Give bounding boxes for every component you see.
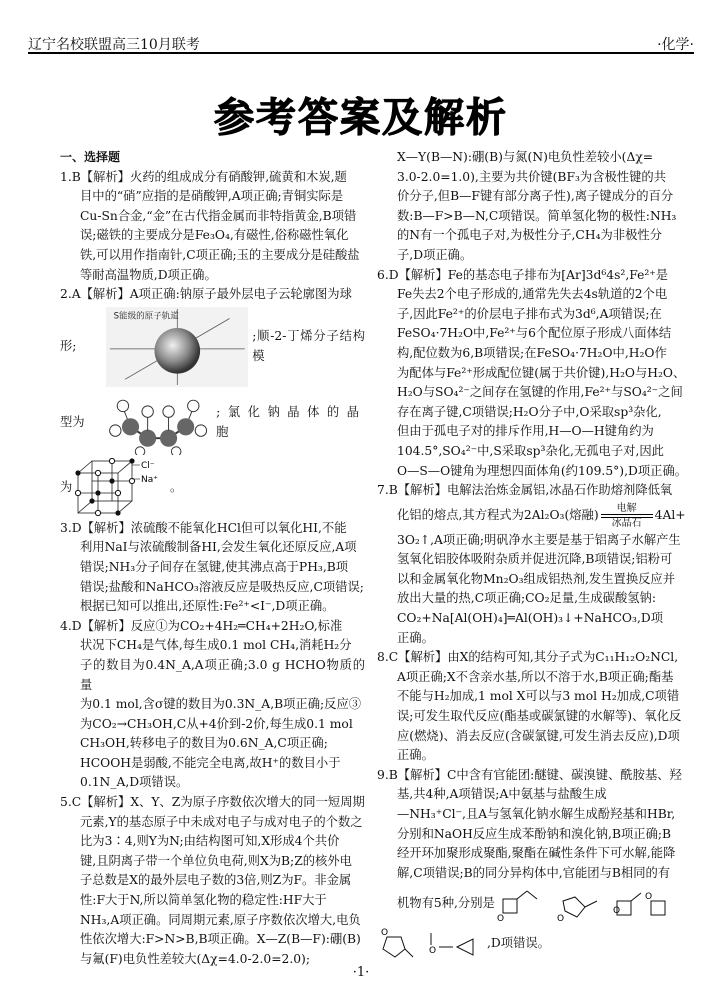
answer-line: 等耐高温物质,D项正确。 [80,267,217,282]
answer-line: 存在离子键,C项错误;H₂O分子中,O采取sp³杂化, [397,404,662,419]
answer-7-arrow-bottom: 冰晶石 [611,517,642,529]
answer-line: FeSO₄·7H₂O中,Fe²⁺与6个配位原子形成八面体结 [397,326,672,341]
answer-line: 104.5°,SO₄²⁻中,S采取sp³杂化,无孤电子对,因此 [397,443,664,458]
answer-line: 性:F大于N,所以简单氢化物的稳定性:HF大于 [80,893,327,908]
orbital-label: S能级的原子轨道 [113,311,179,322]
page-header [28,30,694,54]
answer-line: HCOOH是弱酸,不能完全电离,故H⁺的数目小于 [80,755,341,770]
answer-line: 根据已知可以推出,还原性:Fe²⁺<I⁻,D项正确。 [80,599,335,614]
answer-7-arrow-top: 电解 [616,502,637,514]
svg-text:O: O [556,914,564,924]
answer-2-text-c: ;顺-2-丁烯分子结构模 [252,329,365,363]
answer-line: 与氟(F)电负性差较大(Δχ=4.0-2.0=2.0); [80,951,311,966]
cis-2-butene-model [102,391,212,455]
svg-text:O: O [612,906,620,917]
header-rule [28,52,694,54]
answer-line: 数:B—F>B—N,C项错误。简单氢化物的极性:NH₃ [397,208,677,223]
answer-line: 氢氧化铝胶体吸附杂质并促进沉降,B项错误;铝粉可 [397,552,673,567]
answer-2-text-f: 为 [60,479,73,494]
answer-2-text: 形; [60,338,77,353]
nacl-unit-cell [74,457,170,519]
answer-5-cont [377,148,695,266]
answer-line: —NH₃⁺Cl⁻,且A与氢氧化钠水解生成酚羟基和HBr, [397,807,676,821]
answer-line: 放出大量的热,C项正确;CO₂足量,生成碳酸氢钠: [397,591,656,606]
answer-line: 为CO₂→CH₃OH,C从+4价到-2价,每生成0.1 mol [80,716,353,731]
svg-text:O: O [381,928,389,939]
answer-3 [60,519,365,617]
answer-9-isomers-row1 [377,883,695,923]
answer-line: X—Y(B—N):硼(B)与氮(N)电负性差较小(Δχ= [397,150,654,164]
answer-line: 键,且阴离子带一个单位负电荷,则X为B;Z的核外电 [80,853,352,868]
answer-9-text-b: 机物有5种,分别是 [397,895,495,910]
answer-line: 构,配位数为6,B项错误;在FeSO₄·7H₂O中,H₂O作 [397,345,667,360]
answer-7-arrow [601,503,653,529]
answer-line: 目中的“硝”应指的是硝酸钾,A项正确;青铜实际是 [80,189,344,204]
svg-text:O: O [644,892,652,903]
answer-1 [60,168,365,286]
answer-line: A项正确;X不含亲水基,所以不溶于水,B项正确;酯基 [397,669,674,684]
answer-line: 子的数目为0.4N_A,A项正确;3.0 g HCHO物质的量 [80,657,365,692]
answer-line: 5.C【解析】X、Y、Z为原子序数依次增大的同一短周期 [60,795,365,810]
svg-text:O: O [496,914,504,924]
answer-2-line: 2.A【解析】A项正确:钠原子最外层电子云轮廓图为球 [60,287,352,302]
answer-line: 利用NaI与浓硫酸制备HI,会发生氧化还原反应,A项 [80,540,357,555]
answer-2-orbital-row [60,305,365,389]
answer-line: 经开环加聚形成聚酯,聚酯在碱性条件下可水解,能降 [397,846,676,861]
header-right: ·化学· [657,37,694,53]
answer-5 [60,793,365,969]
answer-line: NH₃,A项正确。同周期元素,原子序数依次增大,电负 [80,912,361,927]
answer-2-nacl-row [60,457,365,519]
answer-2-end: 。 [170,479,183,494]
answer-7-eq-right: 4Al+ [654,507,686,522]
answer-line: CH₃OH,转移电子的数目为0.6N_A,C项正确; [80,736,328,751]
answer-line: 为配体与Fe²⁺形成配位键(属于共价键),H₂O与H₂O、 [397,365,686,380]
answer-line: 解,C项错误;B的同分异构体中,官能团与B相同的有 [397,865,671,880]
answer-line: 8.C【解析】由X的结构可知,其分子式为C₁₁H₁₂O₂NCl, [377,650,679,665]
answer-line: 3O₂↑,A项正确;明矾净水主要是基于铝离子水解产生 [397,532,681,547]
section-heading: 一、选择题 [60,150,121,164]
header-left: 辽宁名校联盟高三10月联考 [28,37,200,53]
answer-line: 3.0-2.0=1.0),主要为共价键(BF₃为含极性键的共 [397,169,666,184]
answer-9-end: ,D项错误。 [487,935,550,950]
answer-9 [377,766,695,884]
answer-line: 1.B【解析】火药的组成成分有硝酸钾,硫黄和木炭,题 [60,169,347,184]
answer-line: 4.D【解析】反应①为CO₂+4H₂═CH₄+2H₂O,标准 [60,618,343,633]
nacl-na-label: Na⁺ [141,474,158,485]
answer-line: 基,共4种,A项错误;A中氨基与盐酸生成 [397,787,607,802]
answer-line: 铁,可以用作指南针,C项正确;玉的主要成分是硅酸盐 [80,247,360,262]
answer-line: 子总数是X的最外层电子数的3倍,则Z为F。非金属 [80,873,352,888]
answer-line: 性依次增大:F>N>B,B项正确。X—Z(B—F):硼(B) [80,932,361,947]
answer-line: 分别和NaOH反应生成苯酚钠和溴化钠,B项正确;B [397,826,672,841]
answer-line: 误;磁铁的主要成分是Fe₃O₄,有磁性,俗称磁性氧化 [80,228,349,243]
answer-6 [377,266,695,482]
page-number: ·1· [352,965,370,980]
answer-line: 子,D项正确。 [397,247,473,262]
answer-7 [377,531,695,649]
answer-line: 的N有一个孤电子对,为极性分子,CH₄为非极性分 [397,228,662,243]
answer-line: 错误;NH₃分子间存在氢键,使其沸点高于PH₃,B项 [80,559,349,574]
answer-line: 错误;盐酸和NaHCO₃溶液反应是吸热反应,C项错误; [80,579,364,594]
answer-line: 正确。 [397,630,434,645]
answer-7-line: 7.B【解析】电解法治炼金属铝,冰晶石作助熔剂降低氧 [377,483,673,498]
answer-line: 6.D【解析】Fe的基态电子排布为[Ar]3d⁶4s²,Fe²⁺是 [377,267,669,282]
answer-2-molecule-row [60,391,365,455]
answer-line: Cu-Sn合金,“金”在古代指金属而非特指黄金,B项错 [80,208,357,223]
answer-line: 状况下CH₄是气体,每生成0.1 mol CH₄,消耗H₂分 [80,638,352,653]
answer-line: 为0.1 mol,含σ键的数目为0.3N_A,B项正确;反应③ [80,697,362,712]
answer-line: 9.B【解析】C中含有官能团:醚键、碳溴键、酰胺基、羟 [377,767,682,782]
nacl-cl-label: Cl⁻ [141,460,155,471]
answer-line: 比为3∶4,则Y为N;由结构图可知,X形成4个共价 [80,834,340,849]
answer-2-text-d: 型为 [60,414,85,429]
answer-line: 正确。 [397,748,434,763]
answer-8 [377,648,695,766]
answer-line: 0.1N_A,D项错误。 [80,775,189,790]
answer-line: 不能与H₂加成,1 mol X可以与3 mol H₂加成,C项错 [397,689,680,704]
answer-line: 子,因此Fe²⁺的价层电子排布式为3d⁶,A项错误;在 [397,306,662,321]
answer-line: 以和金属氧化物Mn₂O₃组成铝热剂,发生置换反应并 [397,571,676,586]
answer-7-eq-left: 化铝的熔点,其方程式为2Al₂O₃(熔融) [397,507,599,522]
s-orbital-figure [106,305,249,389]
answer-4 [60,617,365,793]
answer-line: H₂O与SO₄²⁻之间存在氢键的作用,Fe²⁺与SO₄²⁻之间 [397,385,683,400]
page-title: 参考答案及解析 [214,95,508,141]
answer-line: 应(燃烧)、消去反应(含碳氯键,可发生消去反应),D项 [397,728,680,743]
answer-line: 元素,Y的基态原子中未成对电子与成对电子的个数之 [80,814,363,829]
answer-line: O—S—O键角为理想四面体角(约109.5°),D项正确。 [397,463,688,478]
answer-line: 但由于孤电子对的排斥作用,H—O—H键角约为 [397,424,654,439]
right-column [377,148,695,963]
svg-text:O: O [429,946,437,957]
answer-line: 误;可发生取代反应(酯基或碳氯键的水解等)、氧化反 [397,709,682,724]
left-column [60,148,365,969]
answer-line: CO₂+Na[Al(OH)₄]═Al(OH)₃↓+NaHCO₃,D项 [397,611,664,626]
answer-line: Fe失去2个电子形成的,通常先失去4s轨道的2个电 [397,287,668,302]
isomer-structures-2 [377,923,487,963]
answer-line: 价分子,但B—F键有部分离子性),离子键成分的百分 [397,189,674,204]
answer-2-text-e: ;氯化钠晶体的晶胞 [216,405,365,439]
answer-7-equation [377,501,695,531]
answer-9-isomers-row2 [377,923,695,963]
isomer-structures-1 [495,883,675,923]
answer-line: 3.D【解析】浓硫酸不能氧化HCl但可以氧化HI,不能 [60,520,347,535]
